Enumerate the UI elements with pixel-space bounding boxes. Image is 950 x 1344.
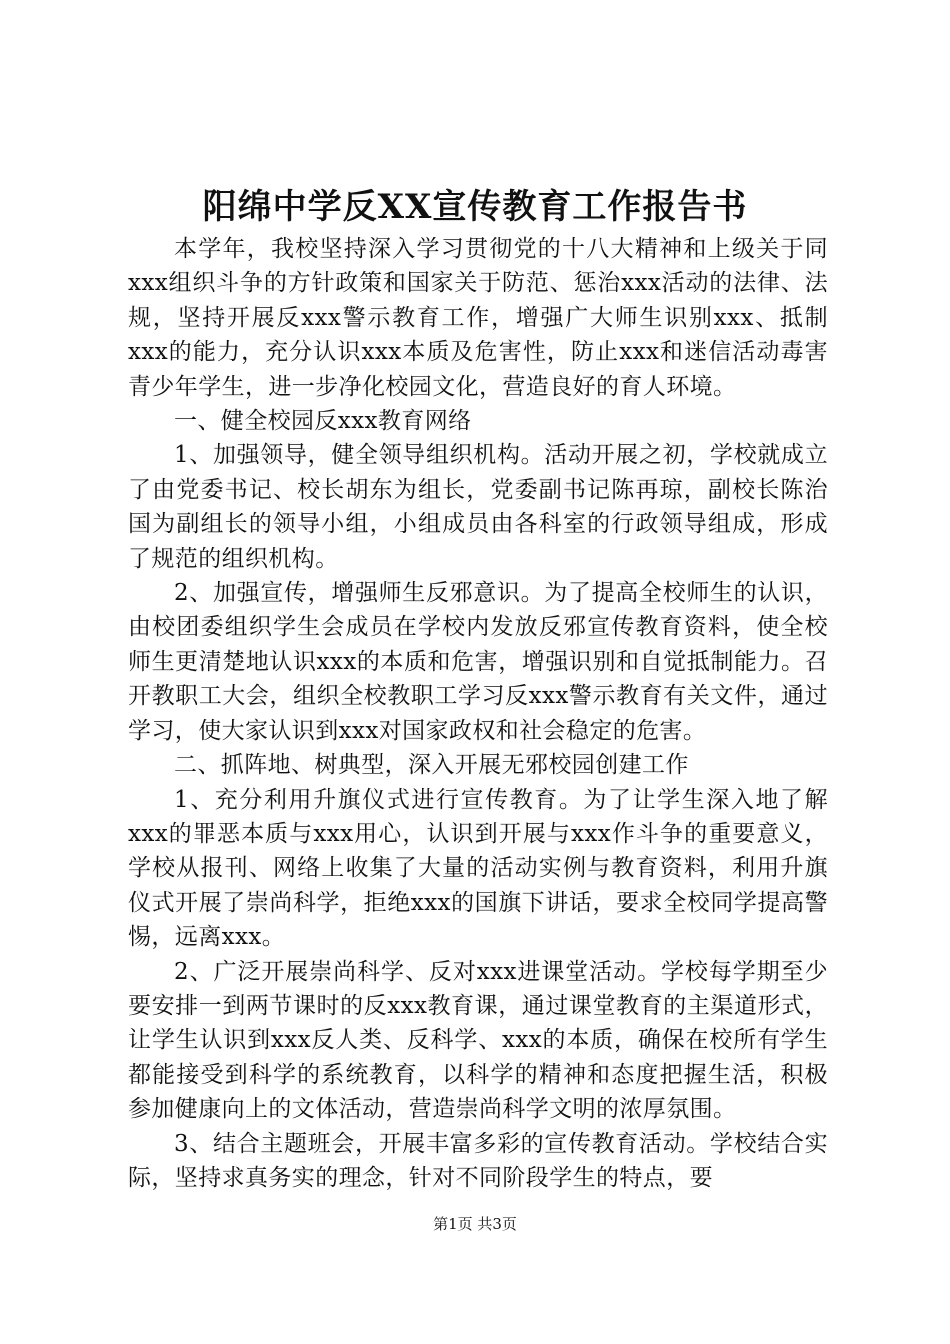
document-title: 阳绵中学反XX宣传教育工作报告书 <box>202 187 748 227</box>
section-heading-2: 二、抓阵地、树典型，深入开展无邪校园创建工作 <box>174 752 689 779</box>
paragraph-intro: 本学年，我校坚持深入学习贯彻党的十八大精神和上级关于同xxx组织斗争的方针政策和国家关于防范、惩治xxx活动的法律、法规，坚持开展反xxx警示教育工作，增强广大师生识别xxx、抵制xxx的能力，充分认识xxx本质及危害性，防止xxx和迷信活动毒害青少年学生，进一步净化校园文化，营造良好的育人环境。 <box>128 236 828 400</box>
document-body <box>128 232 828 1195</box>
paragraph: 3、结合主题班会，开展丰富多彩的宣传教育活动。学校结合实际，坚持求真务实的理念，针对不同阶段学生的特点，要 <box>128 1130 828 1191</box>
paragraph: 2、加强宣传，增强师生反邪意识。为了提高全校师生的认识，由校团委组织学生会成员在学校内发放反邪宣传教育资料，使全校师生更清楚地认识xxx的本质和危害，增强识别和自觉抵制能力。召开教职工大会，组织全校教职工学习反xxx警示教育有关文件，通过学习，使大家认识到xxx对国家政权和社会稳定的危害。 <box>128 580 828 744</box>
paragraph: 2、广泛开展崇尚科学、反对xxx进课堂活动。学校每学期至少要安排一到两节课时的反xxx教育课，通过课堂教育的主渠道形式，让学生认识到xxx反人类、反科学、xxx的本质，确保在校所有学生都能接受到科学的系统教育，以科学的精神和态度把握生活，积极参加健康向上的文体活动，营造崇尚科学文明的浓厚氛围。 <box>128 958 828 1123</box>
paragraph: 1、充分利用升旗仪式进行宣传教育。为了让学生深入地了解xxx的罪恶本质与xxx用心，认识到开展与xxx作斗争的重要意义，学校从报刊、网络上收集了大量的活动实例与教育资料，利用升旗仪式开展了崇尚科学，拒绝xxx的国旗下讲话，要求全校同学提高警惕，远离xxx。 <box>128 786 828 951</box>
paragraph: 1、加强领导，健全领导组织机构。活动开展之初，学校就成立了由党委书记、校长胡东为组长，党委副书记陈再琼，副校长陈治国为副组长的领导小组，小组成员由各科室的行政领导组成，形成了规范的组织机构。 <box>128 442 828 572</box>
section-heading-1: 一、健全校园反xxx教育网络 <box>174 408 472 435</box>
page-number-footer: 第1页 共3页 <box>433 1215 517 1233</box>
